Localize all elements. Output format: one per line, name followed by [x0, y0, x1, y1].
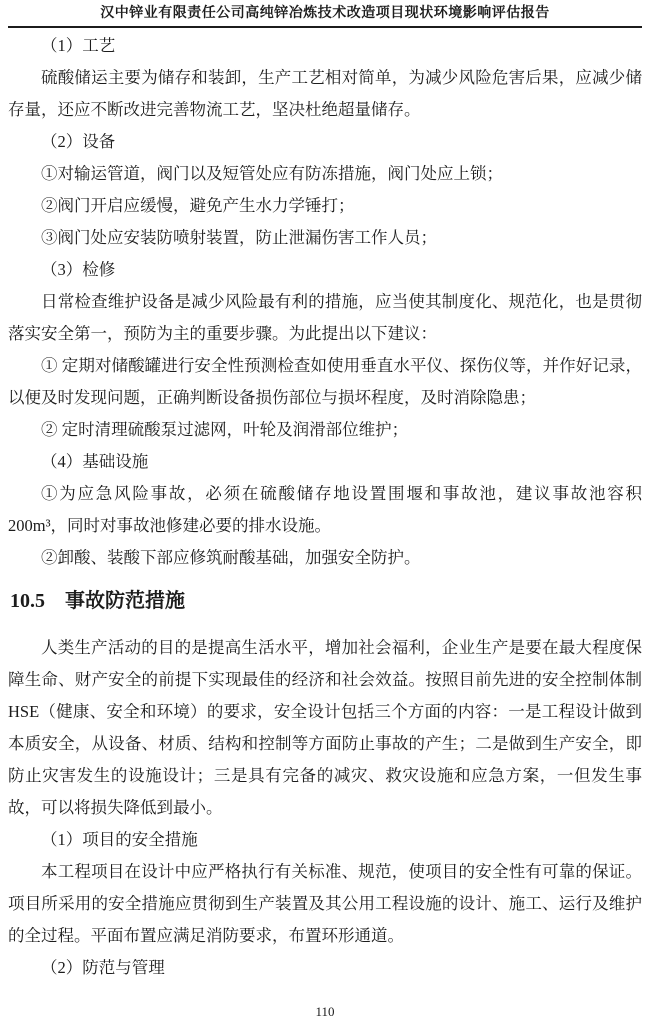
- subheading-prevention-management: （2）防范与管理: [41, 958, 165, 977]
- paragraph: 硫酸储运主要为储存和装卸，生产工艺相对简单，为减少风险危害后果，应减少储存量，还应不断改进完善物流工艺，坚决杜绝超量储存。: [8, 68, 642, 119]
- section-heading-10-5: 10.5 事故防范措施: [10, 590, 185, 612]
- subheading-equipment: （2）设备: [41, 132, 116, 151]
- document-body: [8, 30, 642, 984]
- list-item: ①对输运管道，阀门以及短管处应有防冻措施，阀门处应上锁；: [41, 164, 503, 183]
- subheading-infrastructure: （4）基础设施: [41, 452, 149, 471]
- paragraph: 日常检查维护设备是减少风险最有利的措施，应当使其制度化、规范化，也是贯彻落实安全第一，预防为主的重要步骤。为此提出以下建议：: [8, 292, 642, 343]
- subheading-process: （1）工艺: [41, 36, 116, 55]
- list-item: ③阀门处应安装防喷射装置，防止泄漏伤害工作人员；: [41, 228, 437, 247]
- list-item: ①为应急风险事故，必须在硫酸储存地设置围堰和事故池，建议事故池容积 200m³，同时对事故池修建必要的排水设施。: [8, 484, 642, 535]
- page-header-title: 汉中锌业有限责任公司高纯锌冶炼技术改造项目现状环境影响评估报告: [100, 6, 550, 21]
- list-item: ① 定期对储酸罐进行安全性预测检查如使用垂直水平仪、探伤仪等，并作好记录，以便及时发现问题，正确判断设备损伤部位与损坏程度，及时消除隐患；: [8, 356, 642, 407]
- page-number: 110: [315, 1004, 335, 1019]
- list-item: ②阀门开启应缓慢，避免产生水力学锤打；: [41, 196, 355, 215]
- list-item: ②卸酸、装酸下部应修筑耐酸基础，加强安全防护。: [41, 548, 421, 567]
- paragraph: 本工程项目在设计中应严格执行有关标准、规范，使项目的安全性有可靠的保证。项目所采用的安全措施应贯彻到生产装置及其公用工程设施的设计、施工、运行及维护的全过程。平面布置应满足消防要求，布置环形通道。: [8, 862, 642, 945]
- header-rule: [8, 26, 642, 28]
- subheading-maintenance: （3）检修: [41, 260, 116, 279]
- list-item: ② 定时清理硫酸泵过滤网，叶轮及润滑部位维护；: [41, 420, 409, 439]
- subheading-safety-measures: （1）项目的安全措施: [41, 830, 198, 849]
- paragraph: 人类生产活动的目的是提高生活水平，增加社会福利，企业生产是要在最大程度保障生命、财产安全的前提下实现最佳的经济和社会效益。按照目前先进的安全控制体制HSE（健康、安全和环境）的要求，安全设计包括三个方面的内容：一是工程设计做到本质安全，从设备、材质、结构和控制等方面防止事故的产生；二是做到生产安全，即防止灾害发生的设施设计；三是具有完备的减灾、救灾设施和应急方案，一但发生事故，可以将损失降低到最小。: [8, 638, 642, 817]
